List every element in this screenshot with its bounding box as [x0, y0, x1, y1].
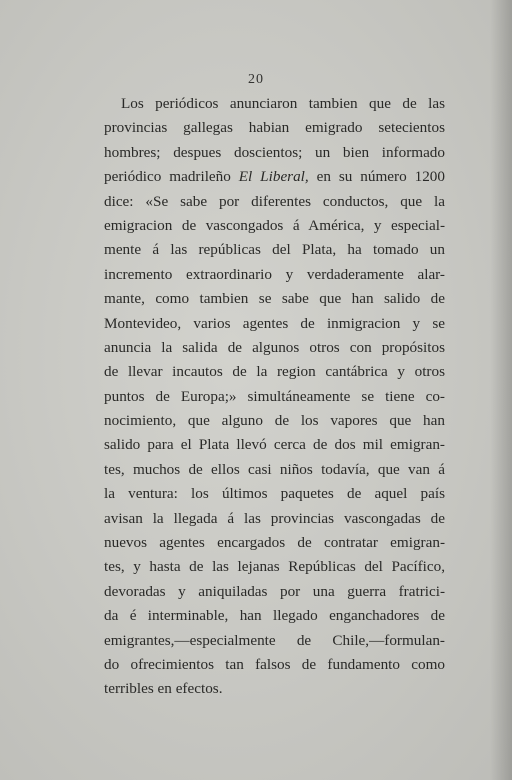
text-line: devoradas y aniquiladas por una guerra fratrici-: [104, 582, 445, 600]
text-line: emigrantes,—especialmente de Chile,—formulan-: [104, 631, 445, 649]
text-line: hombres; despues doscientos; un bien informado: [104, 143, 445, 161]
text-line: [104, 165, 445, 189]
newspaper-title: El Liberal,: [238, 168, 309, 186]
text-segment: en su número 1200: [308, 168, 445, 186]
text-line: tes, muchos de ellos casi niños todavía, que van á: [104, 460, 445, 478]
text-line: terribles en efectos.: [104, 680, 223, 698]
text-line: dice: «Se sabe por diferentes conductos, que la: [104, 192, 445, 210]
text-line: mante, como tambien se sabe que han salido de: [104, 290, 445, 308]
text-line: tes, y hasta de las lejanas Repúblicas del Pacífico,: [104, 558, 445, 576]
text-line: Montevideo, varios agentes de inmigracion y se: [104, 314, 445, 332]
text-line: anuncia la salida de algunos otros con propósitos: [104, 338, 445, 356]
text-line: da é interminable, han llegado enganchadores de: [104, 607, 445, 625]
text-line: avisan la llegada á las provincias vascongadas de: [104, 509, 445, 527]
text-line: puntos de Europa;» simultáneamente se tiene co-: [104, 387, 445, 405]
body-paragraph: [104, 92, 445, 702]
text-line: mente á las repúblicas del Plata, ha tomado un: [104, 241, 445, 259]
text-line: do ofrecimientos tan falsos de fundamento como: [104, 655, 445, 673]
text-line: incremento extraordinario y verdaderamente alar-: [104, 265, 445, 283]
text-line: la ventura: los últimos paquetes de aquel país: [104, 485, 445, 503]
text-line: emigracion de vascongados á América, y especial-: [104, 216, 445, 234]
text-line: provincias gallegas habian emigrado setecientos: [104, 119, 445, 137]
text-line: Los periódicos anunciaron tambien que de las: [121, 95, 445, 112]
text-segment: periódico madrileño: [104, 168, 239, 186]
text-line: de llevar incautos de la region cantábrica y otros: [104, 363, 445, 381]
text-line: nocimiento, que alguno de los vapores que han: [104, 412, 445, 430]
page-edge-shadow: [490, 0, 512, 780]
page-number: 20: [248, 72, 264, 87]
text-line: salido para el Plata llevó cerca de dos mil emigran-: [104, 436, 445, 454]
text-line: nuevos agentes encargados de contratar emigran-: [104, 534, 445, 552]
